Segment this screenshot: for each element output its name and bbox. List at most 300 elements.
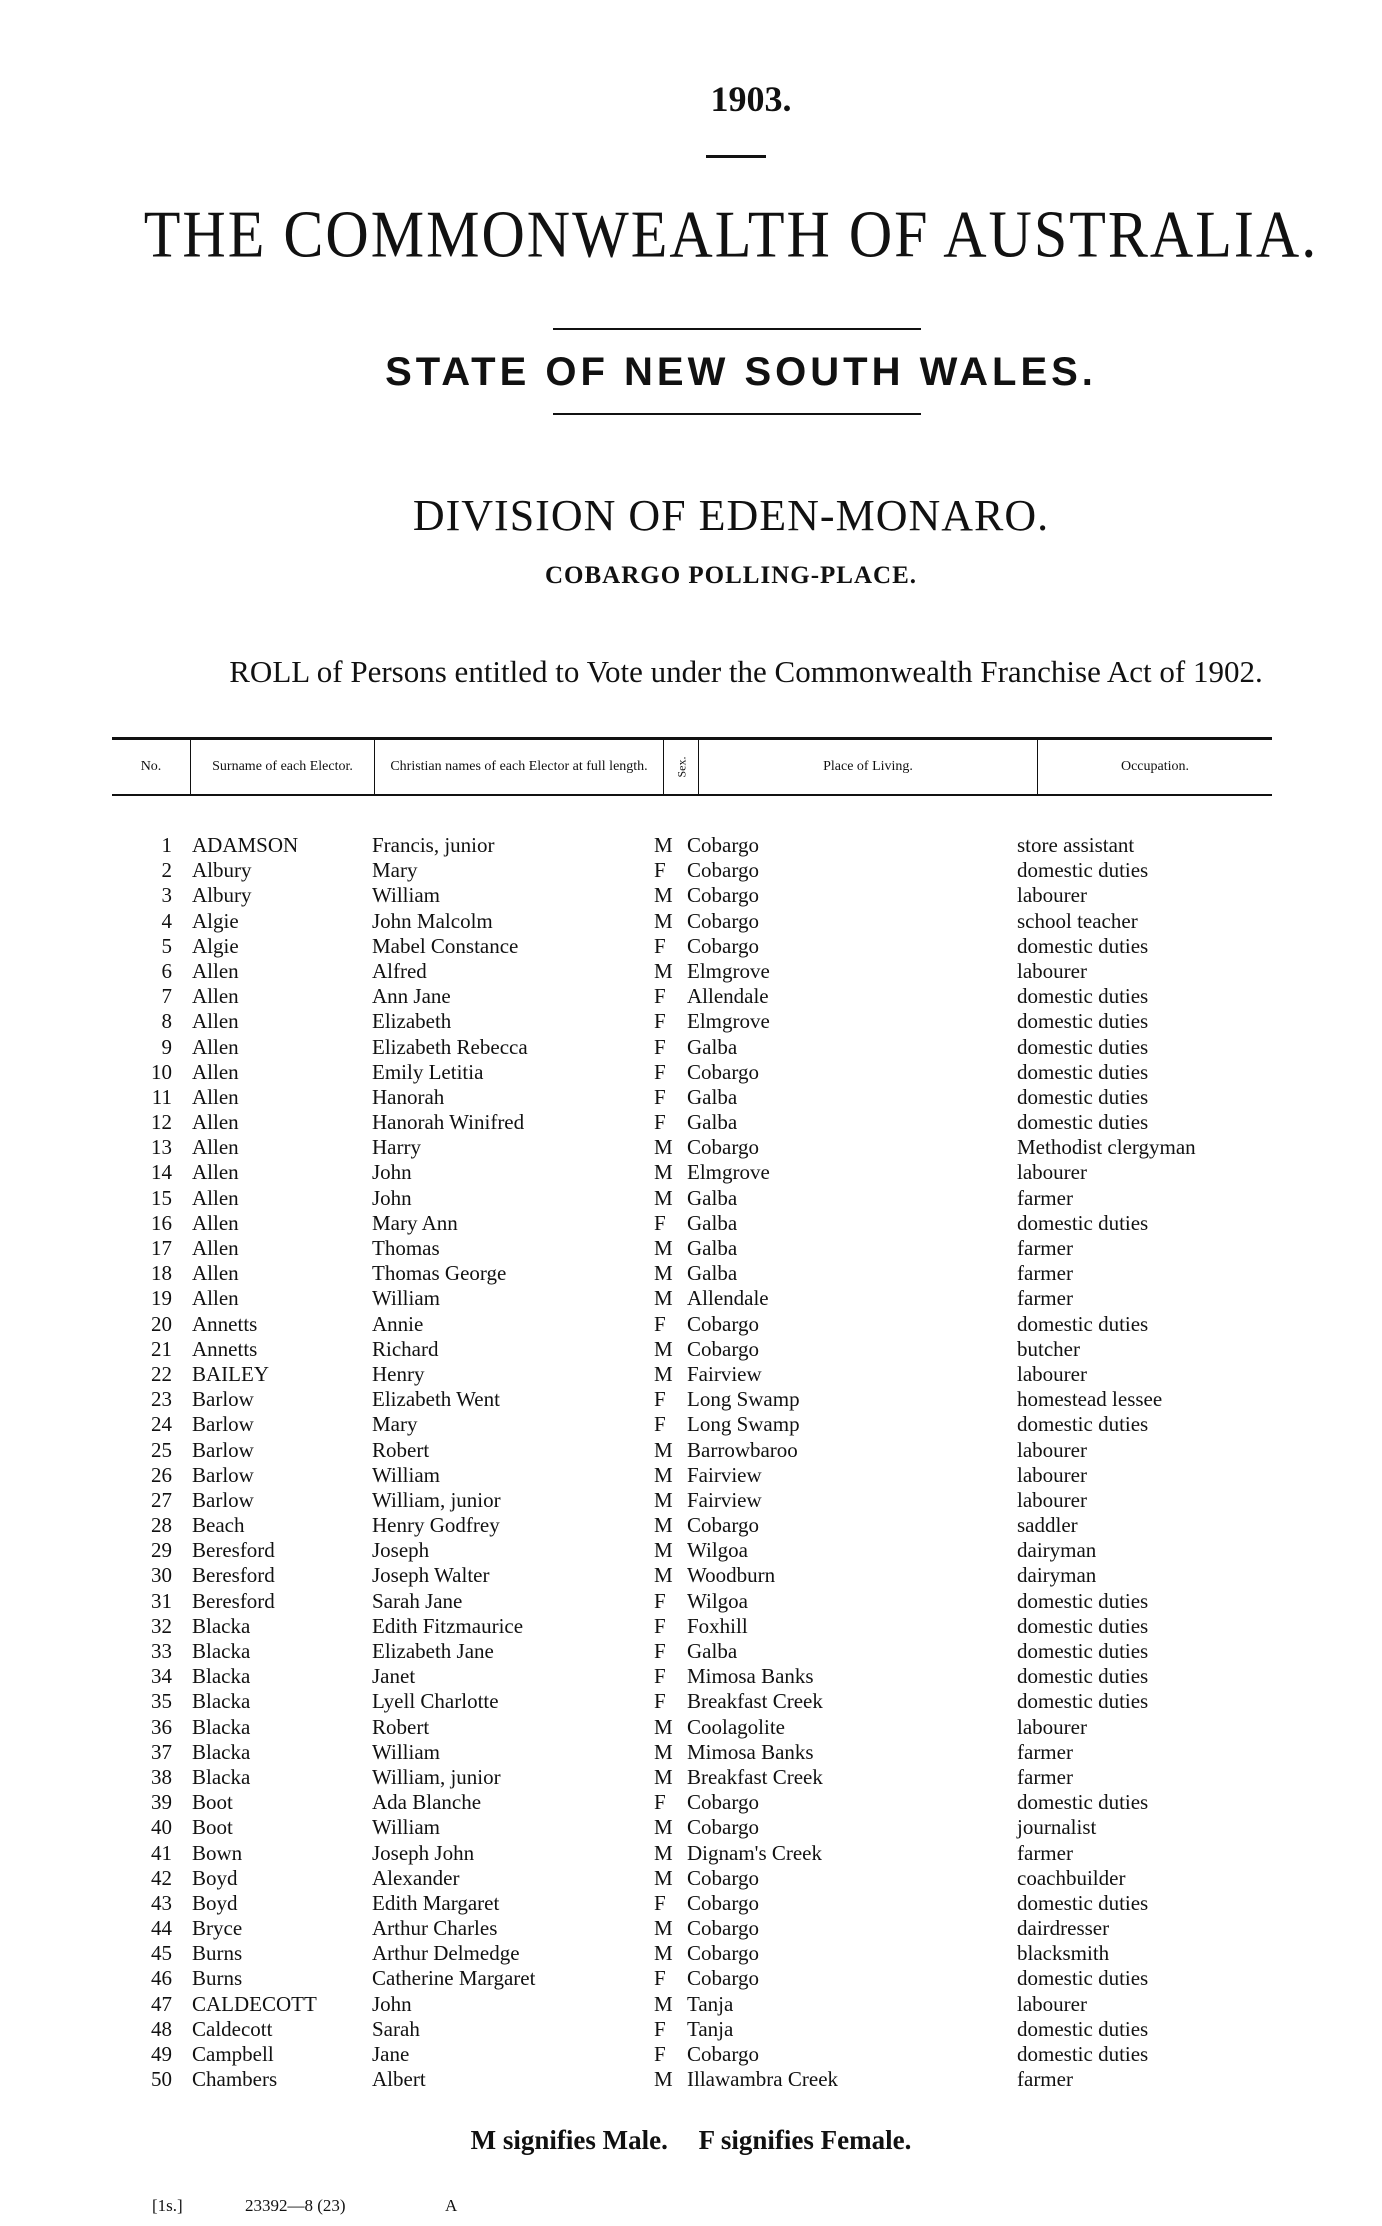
elector-surname: Barlow xyxy=(192,1462,254,1487)
elector-sex: F xyxy=(654,1084,666,1109)
elector-place: Cobargo xyxy=(687,1790,759,1815)
elector-place: Long Swamp xyxy=(687,1387,800,1412)
elector-number: 43 xyxy=(151,1890,172,1915)
elector-row xyxy=(112,1261,1272,1286)
elector-row xyxy=(112,1916,1272,1941)
elector-number: 6 xyxy=(161,958,172,983)
elector-christian-names: Harry xyxy=(372,1135,421,1160)
col-surname: Surname of each Elector. xyxy=(191,739,375,796)
year-rule xyxy=(706,155,766,158)
elector-row xyxy=(112,1841,1272,1866)
elector-number: 45 xyxy=(151,1941,172,1966)
elector-sex: M xyxy=(654,1361,673,1386)
elector-occupation: domestic duties xyxy=(1017,1311,1149,1336)
elector-christian-names: Janet xyxy=(372,1664,416,1689)
elector-sex: M xyxy=(654,1261,673,1286)
male-legend: M signifies Male. xyxy=(470,2125,668,2155)
elector-place: Cobargo xyxy=(687,883,759,908)
elector-place: Cobargo xyxy=(687,1916,759,1941)
elector-occupation: store assistant xyxy=(1017,833,1135,857)
elector-occupation: blacksmith xyxy=(1017,1941,1110,1966)
elector-row xyxy=(112,1790,1272,1815)
division-heading: DIVISION OF EDEN-MONARO. xyxy=(412,491,1050,540)
elector-christian-names: Thomas George xyxy=(372,1261,507,1286)
elector-surname: Barlow xyxy=(192,1387,254,1412)
elector-row xyxy=(112,1639,1272,1664)
elector-sex: M xyxy=(654,1236,673,1260)
elector-surname: Allen xyxy=(192,958,239,983)
elector-surname: Blacka xyxy=(192,1664,251,1689)
elector-occupation: domestic duties xyxy=(1017,1034,1149,1059)
elector-number: 48 xyxy=(151,2016,172,2041)
elector-christian-names: Sarah xyxy=(372,2016,420,2041)
elector-row xyxy=(112,1211,1272,1236)
elector-surname: Allen xyxy=(192,1084,239,1109)
elector-christian-names: Henry xyxy=(372,1361,425,1386)
elector-sex: F xyxy=(654,933,666,958)
elector-place: Cobargo xyxy=(687,1865,759,1890)
elector-surname: Algie xyxy=(192,933,239,958)
elector-place: Cobargo xyxy=(687,1966,759,1991)
elector-occupation: domestic duties xyxy=(1017,1110,1149,1135)
elector-sex: F xyxy=(654,1588,666,1613)
elector-number: 10 xyxy=(151,1059,172,1084)
elector-christian-names: Robert xyxy=(372,1437,430,1462)
elector-row xyxy=(112,858,1272,883)
elector-sex: F xyxy=(654,1890,666,1915)
elector-christian-names: Jane xyxy=(372,2042,410,2066)
elector-number: 39 xyxy=(151,1790,172,1815)
elector-number: 22 xyxy=(151,1361,172,1386)
elector-christian-names: Joseph xyxy=(372,1538,430,1563)
elector-christian-names: William xyxy=(372,1739,440,1764)
elector-row xyxy=(112,883,1272,908)
elector-occupation: domestic duties xyxy=(1017,984,1149,1009)
elector-sex: F xyxy=(654,984,666,1009)
elector-christian-names: Alexander xyxy=(372,1865,460,1890)
elector-place: Illawambra Creek xyxy=(687,2067,839,2092)
elector-surname: Blacka xyxy=(192,1613,251,1638)
elector-sex: F xyxy=(654,2016,666,2041)
elector-occupation: domestic duties xyxy=(1017,1790,1149,1815)
elector-list xyxy=(112,833,1272,2092)
elector-surname: Boyd xyxy=(192,1865,238,1890)
elector-sex: M xyxy=(654,883,673,908)
elector-row xyxy=(112,934,1272,959)
elector-occupation: Methodist clergyman xyxy=(1017,1135,1196,1160)
elector-place: Cobargo xyxy=(687,1815,759,1840)
elector-occupation: farmer xyxy=(1017,1286,1073,1311)
elector-surname: Algie xyxy=(192,908,239,933)
elector-number: 20 xyxy=(151,1311,172,1336)
elector-sex: M xyxy=(654,1865,673,1890)
elector-christian-names: Richard xyxy=(372,1336,439,1361)
elector-row xyxy=(112,1815,1272,1840)
elector-sex: F xyxy=(654,1689,666,1714)
elector-sex: M xyxy=(654,1739,673,1764)
elector-row xyxy=(112,1186,1272,1211)
elector-place: Foxhill xyxy=(687,1613,748,1638)
elector-number: 2 xyxy=(161,858,172,883)
elector-place: Elmgrove xyxy=(687,1160,770,1185)
elector-christian-names: Catherine Margaret xyxy=(372,1966,536,1991)
elector-sex: F xyxy=(654,1009,666,1034)
elector-occupation: farmer xyxy=(1017,1739,1073,1764)
elector-place: Cobargo xyxy=(687,908,759,933)
elector-sex: M xyxy=(654,1513,673,1538)
elector-row xyxy=(112,984,1272,1009)
elector-row xyxy=(112,833,1272,858)
elector-sex: F xyxy=(654,1059,666,1084)
elector-row xyxy=(112,1009,1272,1034)
elector-row xyxy=(112,2017,1272,2042)
elector-number: 37 xyxy=(151,1739,172,1764)
state-rule xyxy=(553,413,921,415)
elector-place: Cobargo xyxy=(687,1941,759,1966)
elector-row xyxy=(112,1337,1272,1362)
elector-christian-names: Elizabeth xyxy=(372,1009,452,1034)
elector-occupation: dairyman xyxy=(1017,1538,1097,1563)
elector-row xyxy=(112,1538,1272,1563)
elector-surname: Burns xyxy=(192,1941,243,1966)
elector-christian-names: Alfred xyxy=(372,958,427,983)
elector-place: Woodburn xyxy=(687,1563,776,1588)
elector-place: Galba xyxy=(687,1034,738,1059)
elector-surname: Albury xyxy=(192,883,252,908)
elector-row xyxy=(112,1160,1272,1185)
col-no: No. xyxy=(140,759,162,774)
elector-sex: M xyxy=(654,1538,673,1563)
elector-surname: BAILEY xyxy=(192,1361,269,1386)
elector-number: 18 xyxy=(151,1261,172,1286)
elector-place: Dignam's Creek xyxy=(687,1840,823,1865)
elector-number: 46 xyxy=(151,1966,172,1991)
elector-number: 3 xyxy=(161,883,172,908)
elector-number: 41 xyxy=(151,1840,172,1865)
elector-christian-names: Francis, junior xyxy=(372,833,495,857)
elector-sex: M xyxy=(654,1563,673,1588)
elector-row xyxy=(112,1664,1272,1689)
elector-christian-names: William xyxy=(372,883,440,908)
elector-occupation: domestic duties xyxy=(1017,1890,1149,1915)
elector-christian-names: William xyxy=(372,1462,440,1487)
elector-number: 35 xyxy=(151,1689,172,1714)
roll-title: ROLL of Persons entitled to Vote under the Commonwealth Franchise Act of 1902. xyxy=(229,654,1263,689)
elector-row xyxy=(112,1035,1272,1060)
elector-christian-names: William xyxy=(372,1286,440,1311)
elector-number: 31 xyxy=(151,1588,172,1613)
elector-number: 13 xyxy=(151,1135,172,1160)
elector-sex: F xyxy=(654,1790,666,1815)
elector-occupation: coachbuilder xyxy=(1017,1865,1126,1890)
elector-place: Galba xyxy=(687,1084,738,1109)
elector-number: 50 xyxy=(151,2067,172,2092)
elector-number: 8 xyxy=(161,1009,172,1034)
elector-christian-names: Edith Margaret xyxy=(372,1890,500,1915)
elector-occupation: butcher xyxy=(1017,1336,1080,1361)
document-title: THE COMMONWEALTH OF AUSTRALIA. xyxy=(143,196,1319,271)
elector-sex: M xyxy=(654,2067,673,2092)
elector-occupation: farmer xyxy=(1017,1764,1073,1789)
elector-surname: Blacka xyxy=(192,1739,251,1764)
elector-christian-names: Elizabeth Jane xyxy=(372,1639,494,1663)
elector-christian-names: Joseph Walter xyxy=(372,1563,490,1588)
elector-occupation: dairdresser xyxy=(1017,1916,1110,1941)
column-header-table xyxy=(112,737,1272,796)
elector-place: Tanja xyxy=(687,1991,734,2016)
elector-place: Fairview xyxy=(687,1487,762,1512)
elector-christian-names: Robert xyxy=(372,1714,430,1739)
elector-row xyxy=(112,1488,1272,1513)
elector-surname: Beresford xyxy=(192,1538,275,1563)
elector-occupation: farmer xyxy=(1017,2067,1073,2092)
elector-row xyxy=(112,909,1272,934)
elector-row xyxy=(112,1765,1272,1790)
elector-christian-names: William, junior xyxy=(372,1487,501,1512)
elector-christian-names: John xyxy=(372,1185,412,1210)
elector-row xyxy=(112,1740,1272,1765)
elector-occupation: labourer xyxy=(1017,1462,1087,1487)
elector-place: Cobargo xyxy=(687,1513,759,1538)
elector-place: Cobargo xyxy=(687,833,759,857)
elector-number: 16 xyxy=(151,1210,172,1235)
elector-number: 49 xyxy=(151,2042,172,2066)
elector-surname: Barlow xyxy=(192,1487,254,1512)
elector-place: Cobargo xyxy=(687,1311,759,1336)
elector-occupation: domestic duties xyxy=(1017,858,1149,883)
elector-sex: F xyxy=(654,1311,666,1336)
elector-number: 29 xyxy=(151,1538,172,1563)
elector-row xyxy=(112,1085,1272,1110)
elector-occupation: domestic duties xyxy=(1017,1009,1149,1034)
elector-place: Galba xyxy=(687,1110,738,1135)
elector-occupation: labourer xyxy=(1017,958,1087,983)
elector-surname: Allen xyxy=(192,1009,239,1034)
elector-number: 25 xyxy=(151,1437,172,1462)
elector-number: 24 xyxy=(151,1412,172,1437)
elector-sex: F xyxy=(654,858,666,883)
elector-row xyxy=(112,1891,1272,1916)
roll-year: 1903. xyxy=(710,79,792,119)
elector-place: Elmgrove xyxy=(687,1009,770,1034)
elector-occupation: saddler xyxy=(1017,1513,1078,1538)
elector-occupation: domestic duties xyxy=(1017,1059,1149,1084)
elector-occupation: labourer xyxy=(1017,883,1087,908)
elector-place: Elmgrove xyxy=(687,958,770,983)
elector-surname: Burns xyxy=(192,1966,243,1991)
elector-place: Cobargo xyxy=(687,1059,759,1084)
elector-number: 15 xyxy=(151,1185,172,1210)
elector-number: 30 xyxy=(151,1563,172,1588)
elector-surname: Boot xyxy=(192,1790,233,1815)
elector-sex: F xyxy=(654,1110,666,1135)
elector-row xyxy=(112,1236,1272,1261)
elector-christian-names: Mary Ann xyxy=(372,1210,458,1235)
elector-sex: M xyxy=(654,908,673,933)
elector-surname: Annetts xyxy=(192,1336,258,1361)
elector-occupation: domestic duties xyxy=(1017,1639,1149,1663)
elector-row xyxy=(112,2042,1272,2067)
elector-occupation: domestic duties xyxy=(1017,1210,1149,1235)
elector-row xyxy=(112,1286,1272,1311)
elector-place: Wilgoa xyxy=(687,1588,748,1613)
elector-sex: M xyxy=(654,1991,673,2016)
sex-legend xyxy=(0,2125,1382,2156)
elector-surname: Beach xyxy=(192,1513,245,1538)
elector-number: 17 xyxy=(151,1236,172,1260)
elector-surname: Caldecott xyxy=(192,2016,273,2041)
elector-row xyxy=(112,1614,1272,1639)
elector-surname: Barlow xyxy=(192,1412,254,1437)
elector-surname: Allen xyxy=(192,1261,239,1286)
state-heading: STATE OF NEW SOUTH WALES. xyxy=(385,350,1097,394)
elector-row xyxy=(112,1992,1272,2017)
elector-number: 1 xyxy=(161,833,172,857)
elector-occupation: journalist xyxy=(1017,1815,1097,1840)
elector-place: Tanja xyxy=(687,2016,734,2041)
elector-sex: M xyxy=(654,1714,673,1739)
female-legend: F signifies Female. xyxy=(698,2125,912,2155)
elector-surname: Beresford xyxy=(192,1588,275,1613)
elector-number: 47 xyxy=(151,1991,172,2016)
elector-number: 26 xyxy=(151,1462,172,1487)
elector-sex: F xyxy=(654,1412,666,1437)
elector-surname: Blacka xyxy=(192,1689,251,1714)
elector-sex: M xyxy=(654,1815,673,1840)
elector-christian-names: Mabel Constance xyxy=(372,933,519,958)
elector-sex: M xyxy=(654,1160,673,1185)
elector-surname: Blacka xyxy=(192,1639,251,1663)
elector-christian-names: Henry Godfrey xyxy=(372,1513,500,1538)
elector-occupation: domestic duties xyxy=(1017,2042,1149,2066)
elector-number: 19 xyxy=(151,1286,172,1311)
elector-row xyxy=(112,2067,1272,2092)
elector-christian-names: William, junior xyxy=(372,1764,501,1789)
elector-surname: Boyd xyxy=(192,1890,238,1915)
elector-place: Cobargo xyxy=(687,1336,759,1361)
elector-sex: M xyxy=(654,1840,673,1865)
elector-christian-names: Ann Jane xyxy=(372,984,451,1009)
elector-number: 7 xyxy=(161,984,172,1009)
elector-number: 4 xyxy=(161,908,172,933)
elector-sex: M xyxy=(654,1941,673,1966)
elector-surname: Allen xyxy=(192,1135,239,1160)
elector-sex: F xyxy=(654,1639,666,1663)
elector-surname: Allen xyxy=(192,984,239,1009)
elector-row xyxy=(112,1866,1272,1891)
elector-number: 11 xyxy=(151,1084,172,1109)
elector-christian-names: Mary xyxy=(372,858,418,883)
elector-surname: Allen xyxy=(192,1286,239,1311)
elector-occupation: labourer xyxy=(1017,1160,1087,1185)
elector-number: 28 xyxy=(151,1513,172,1538)
elector-number: 5 xyxy=(161,933,172,958)
elector-row xyxy=(112,1715,1272,1740)
elector-sex: F xyxy=(654,1613,666,1638)
elector-christian-names: Lyell Charlotte xyxy=(372,1689,499,1714)
elector-place: Breakfast Creek xyxy=(687,1689,823,1714)
elector-place: Wilgoa xyxy=(687,1538,748,1563)
col-christian-names: Christian names of each Elector at full length. xyxy=(375,739,664,796)
elector-surname: Barlow xyxy=(192,1437,254,1462)
elector-number: 32 xyxy=(151,1613,172,1638)
elector-number: 38 xyxy=(151,1764,172,1789)
elector-sex: M xyxy=(654,1286,673,1311)
print-number: 23392—8 (23) xyxy=(245,2196,346,2215)
elector-surname: CALDECOTT xyxy=(192,1991,317,2016)
elector-place: Cobargo xyxy=(687,1890,759,1915)
elector-number: 36 xyxy=(151,1714,172,1739)
elector-row xyxy=(112,1438,1272,1463)
elector-place: Galba xyxy=(687,1639,738,1663)
elector-surname: ADAMSON xyxy=(192,833,299,857)
elector-surname: Boot xyxy=(192,1815,233,1840)
elector-number: 27 xyxy=(151,1487,172,1512)
elector-row xyxy=(112,1941,1272,1966)
elector-christian-names: Albert xyxy=(372,2067,426,2092)
elector-christian-names: Joseph John xyxy=(372,1840,475,1865)
elector-row xyxy=(112,1463,1272,1488)
elector-place: Cobargo xyxy=(687,858,759,883)
elector-occupation: labourer xyxy=(1017,1437,1087,1462)
elector-christian-names: John xyxy=(372,1991,412,2016)
elector-row xyxy=(112,1135,1272,1160)
elector-row xyxy=(112,1312,1272,1337)
elector-surname: Albury xyxy=(192,858,252,883)
elector-surname: Blacka xyxy=(192,1714,251,1739)
elector-number: 21 xyxy=(151,1336,172,1361)
elector-christian-names: Arthur Delmedge xyxy=(372,1941,520,1966)
elector-surname: Allen xyxy=(192,1160,239,1185)
elector-sex: M xyxy=(654,1487,673,1512)
elector-row xyxy=(112,1412,1272,1437)
elector-sex: M xyxy=(654,1437,673,1462)
elector-christian-names: Ada Blanche xyxy=(372,1790,482,1815)
elector-occupation: dairyman xyxy=(1017,1563,1097,1588)
elector-occupation: farmer xyxy=(1017,1236,1073,1260)
elector-place: Allendale xyxy=(687,984,769,1009)
elector-occupation: domestic duties xyxy=(1017,1412,1149,1437)
elector-sex: F xyxy=(654,2042,666,2066)
elector-sex: M xyxy=(654,1135,673,1160)
elector-place: Galba xyxy=(687,1185,738,1210)
elector-occupation: domestic duties xyxy=(1017,1613,1149,1638)
elector-occupation: school teacher xyxy=(1017,908,1138,933)
elector-occupation: domestic duties xyxy=(1017,1588,1149,1613)
elector-place: Fairview xyxy=(687,1462,762,1487)
elector-sex: F xyxy=(654,1664,666,1689)
elector-surname: Beresford xyxy=(192,1563,275,1588)
elector-christian-names: Hanorah xyxy=(372,1084,445,1109)
elector-sex: M xyxy=(654,1336,673,1361)
elector-place: Mimosa Banks xyxy=(687,1739,814,1764)
elector-surname: Allen xyxy=(192,1110,239,1135)
elector-number: 33 xyxy=(151,1639,172,1663)
elector-sex: F xyxy=(654,1387,666,1412)
elector-place: Galba xyxy=(687,1210,738,1235)
elector-christian-names: Hanorah Winifred xyxy=(372,1110,525,1135)
elector-number: 44 xyxy=(151,1916,172,1941)
col-place-of-living: Place of Living. xyxy=(699,739,1038,796)
elector-occupation: farmer xyxy=(1017,1261,1073,1286)
col-occupation: Occupation. xyxy=(1038,739,1273,796)
elector-occupation: domestic duties xyxy=(1017,1664,1149,1689)
elector-occupation: domestic duties xyxy=(1017,1084,1149,1109)
elector-row xyxy=(112,1589,1272,1614)
elector-occupation: labourer xyxy=(1017,1714,1087,1739)
elector-christian-names: Annie xyxy=(372,1311,424,1336)
elector-surname: Allen xyxy=(192,1185,239,1210)
